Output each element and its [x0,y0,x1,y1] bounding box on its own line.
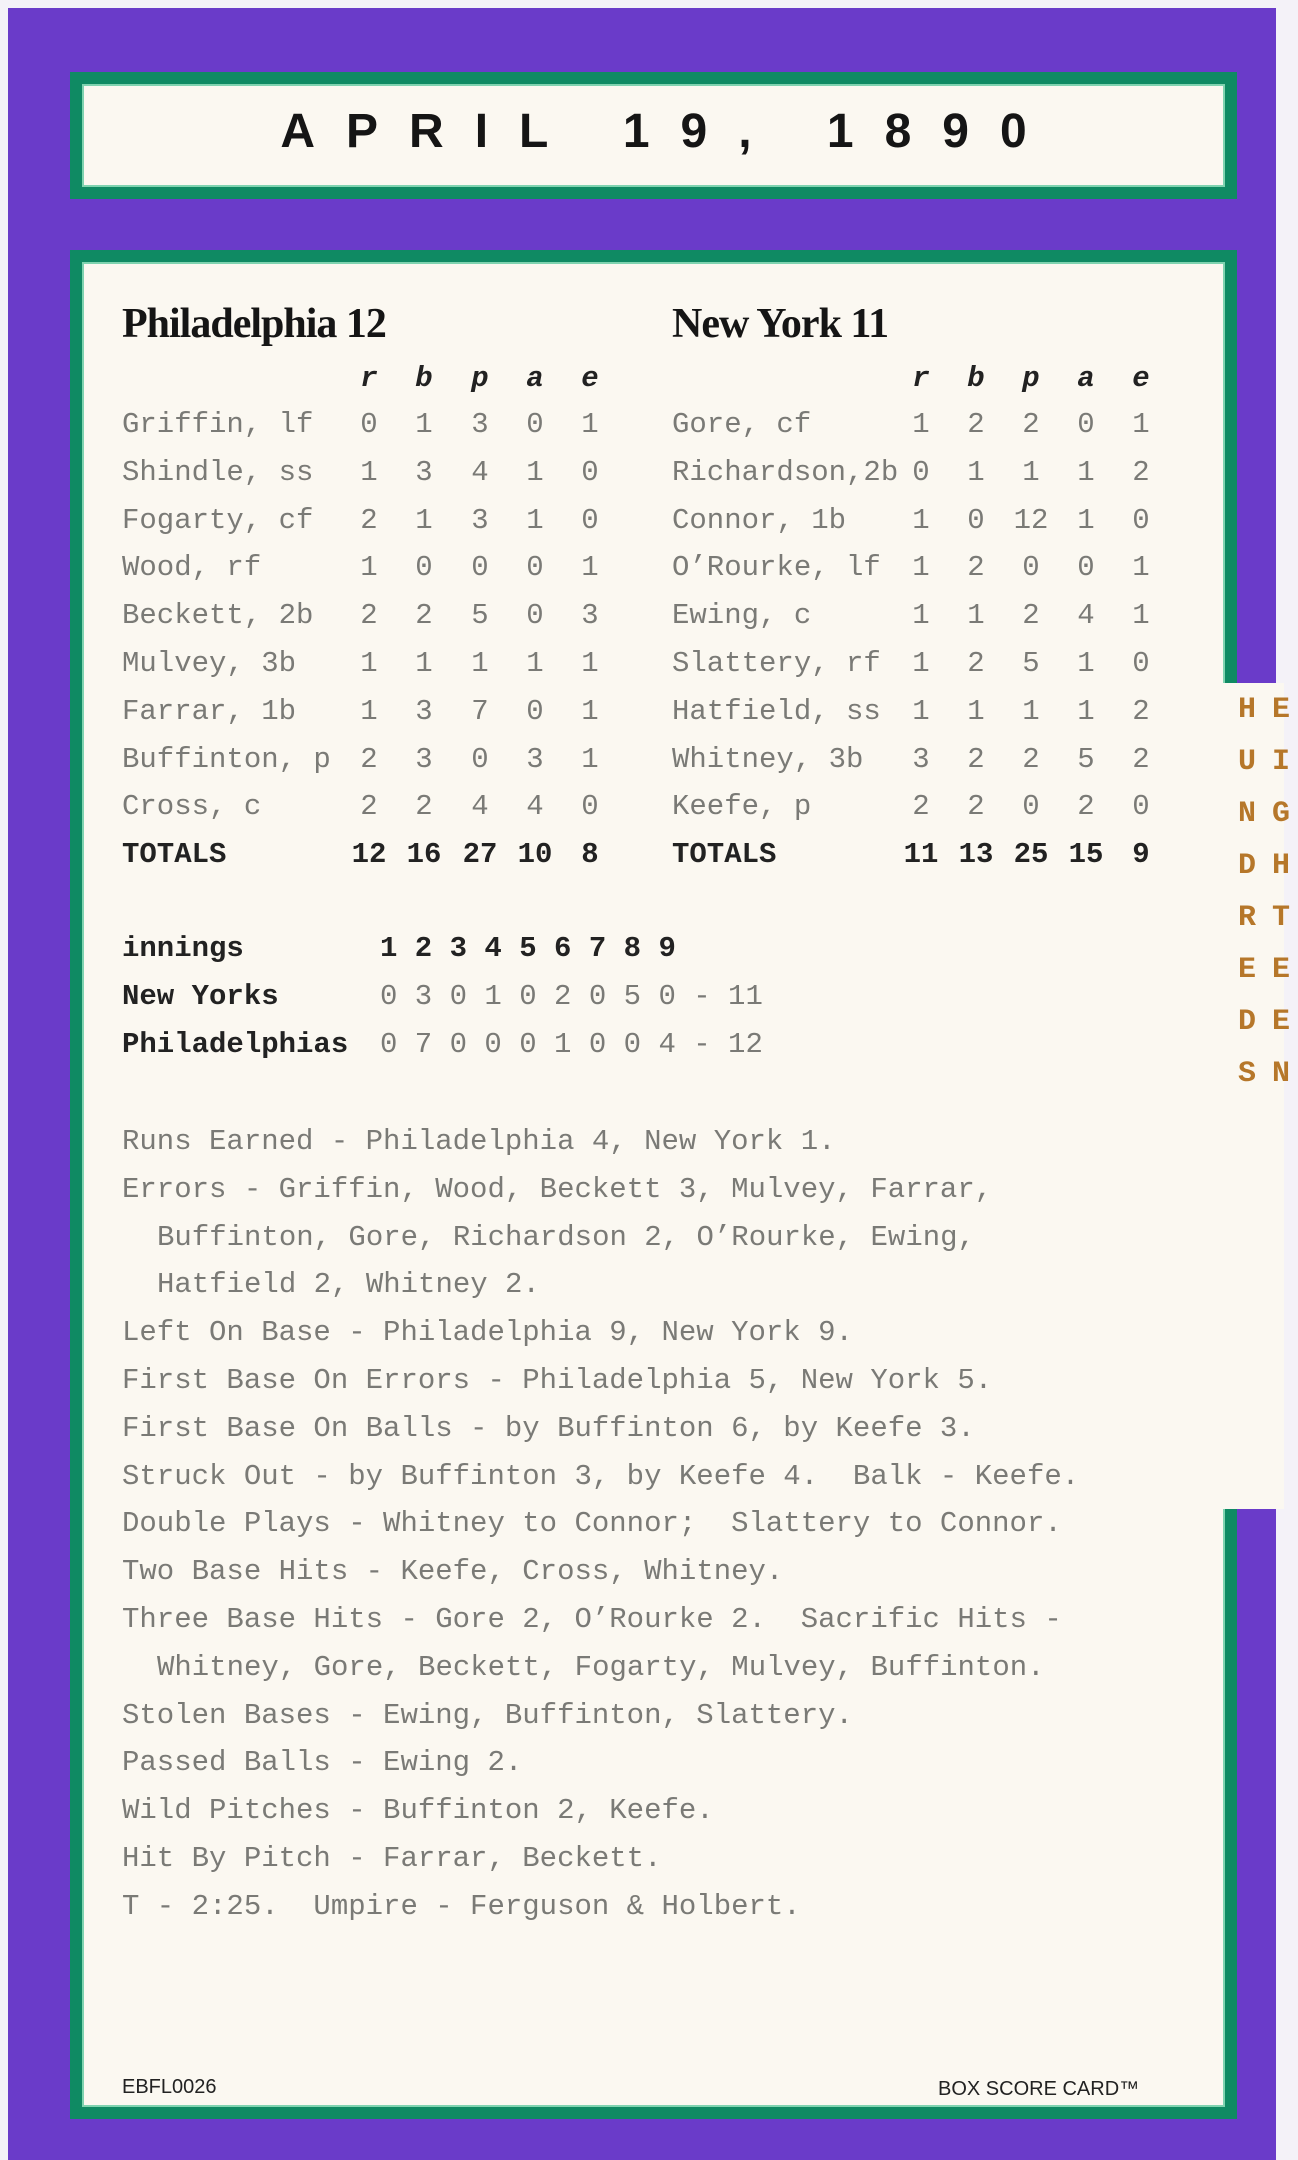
totals-stat: 15 [1068,838,1104,872]
player-stat: 0 [581,455,599,489]
player-stat: 3 [471,408,489,441]
player-stat: 2 [1077,790,1095,824]
player-name: Connor, 1b [672,503,847,537]
player-stat: 0 [581,790,599,824]
player-stat: 5 [1077,742,1095,776]
game-note: Stolen Bases - Ewing, Buffinton, Slattery. [122,1698,853,1732]
player-stat: 2 [1132,742,1150,776]
totals-stat: 27 [462,838,498,872]
era-label: EIGHTEEN HUNDREDS [1230,693,1298,1109]
player-stat: 3 [415,694,433,728]
game-note: Wild Pitches - Buffinton 2, Keefe. [122,1794,714,1828]
player-stat: 1 [1132,551,1150,585]
innings-line: 0 7 0 0 0 1 0 0 4 - 12 [380,1027,763,1061]
date-banner [70,72,1237,199]
player-stat: 1 [967,694,985,728]
player-stat: 2 [912,790,930,824]
player-stat: 1 [1077,503,1095,537]
totals-stat: 9 [1132,838,1150,872]
player-stat: 0 [912,455,930,489]
player-stat: 2 [360,599,378,633]
game-note: Whitney, Gore, Beckett, Fogarty, Mulvey, Buffinton. [157,1650,1045,1684]
player-name: Farrar, 1b [122,694,297,728]
player-stat: 1 [581,694,599,728]
player-stat: 3 [526,742,544,776]
team-heading: New York 11 [672,301,889,347]
stat-header-a: a [526,362,544,395]
player-stat: 4 [471,455,489,489]
player-stat: 0 [1132,503,1150,537]
player-name: Buffinton, p [122,742,331,776]
player-stat: 0 [415,551,433,585]
player-stat: 0 [471,551,489,585]
player-stat: 1 [360,455,378,489]
player-name: Mulvey, 3b [122,647,297,680]
game-note: First Base On Errors - Philadelphia 5, New York 5. [122,1364,993,1397]
game-date-title: APRIL 19, 1890 [280,105,1058,158]
player-stat: 2 [967,742,985,776]
innings-line: 0 3 0 1 0 2 0 5 0 - 11 [380,980,763,1013]
player-stat: 0 [1022,790,1040,824]
player-stat: 1 [1022,455,1040,489]
player-stat: 3 [415,742,433,776]
totals-stat: 25 [1013,838,1049,872]
player-stat: 1 [581,408,599,441]
stat-header-b: b [415,362,433,395]
player-name: Wood, rf [122,551,262,585]
player-stat: 0 [471,742,489,776]
player-stat: 3 [581,599,599,633]
player-stat: 1 [581,551,599,585]
innings-team: New Yorks [122,980,279,1013]
stat-header-e: e [581,362,599,395]
game-note: Errors - Griffin, Wood, Beckett 3, Mulvey, Farrar, [122,1172,993,1206]
player-stat: 2 [360,790,378,824]
player-stat: 1 [912,599,930,633]
player-stat: 5 [1022,647,1040,680]
player-stat: 2 [1022,408,1040,441]
player-stat: 0 [1077,551,1095,585]
player-stat: 0 [1077,408,1095,441]
player-stat: 0 [526,551,544,585]
player-stat: 2 [360,742,378,776]
player-stat: 1 [360,647,378,680]
player-stat: 1 [967,599,985,633]
innings-team: Philadelphias [122,1027,349,1061]
player-name: Griffin, lf [122,408,314,441]
player-stat: 1 [415,647,433,680]
stat-header-p: p [471,362,489,395]
game-note: First Base On Balls - by Buffinton 6, by Keefe 3. [122,1411,975,1445]
game-note: T - 2:25. Umpire - Ferguson & Holbert. [122,1889,801,1923]
player-stat: 3 [415,455,433,489]
player-name: Hatfield, ss [672,694,881,728]
player-stat: 4 [471,790,489,824]
player-name: Shindle, ss [122,455,314,489]
player-stat: 12 [1013,503,1049,537]
innings-label: innings [122,932,244,965]
stat-header-r: r [360,362,378,395]
totals-stat: 13 [958,838,994,872]
player-stat: 2 [967,551,985,585]
game-note: Left On Base - Philadelphia 9, New York 9. [122,1316,853,1350]
player-stat: 2 [1022,742,1040,776]
totals-stat: 10 [517,838,553,872]
player-stat: 1 [581,742,599,776]
stat-header-a: a [1077,362,1095,395]
player-stat: 0 [581,503,599,537]
totals-label: TOTALS [672,838,777,872]
game-note: Buffinton, Gore, Richardson 2, O’Rourke, Ewing, [157,1220,975,1254]
card-code: EBFL0026 [122,2076,217,2098]
team-heading: Philadelphia 12 [122,301,386,347]
player-stat: 1 [912,408,930,441]
game-note: Passed Balls - Ewing 2. [122,1746,523,1780]
player-stat: 1 [912,551,930,585]
totals-label: TOTALS [122,838,227,872]
totals-stat: 11 [903,838,939,872]
player-stat: 2 [1132,694,1150,728]
player-stat: 1 [526,455,544,489]
player-stat: 0 [526,599,544,633]
game-note: Three Base Hits - Gore 2, O’Rourke 2. Sacrific Hits - [122,1603,1062,1636]
totals-stat: 16 [406,838,442,872]
player-stat: 0 [1132,647,1150,680]
player-stat: 1 [415,503,433,537]
player-stat: 2 [967,790,985,824]
player-stat: 1 [526,503,544,537]
stat-header-p: p [1022,362,1040,395]
stat-header-r: r [912,362,930,395]
player-stat: 2 [1022,599,1040,633]
player-stat: 1 [471,647,489,680]
player-name: Keefe, p [672,790,812,824]
player-stat: 0 [526,694,544,728]
player-stat: 1 [1077,694,1095,728]
player-stat: 1 [1022,694,1040,728]
game-note: Two Base Hits - Keefe, Cross, Whitney. [122,1555,784,1589]
player-stat: 2 [1132,455,1150,489]
player-stat: 2 [967,408,985,441]
player-stat: 2 [360,503,378,537]
player-stat: 0 [1022,551,1040,585]
player-stat: 1 [360,694,378,728]
game-note: Hatfield 2, Whitney 2. [157,1268,540,1302]
player-stat: 0 [360,408,378,441]
player-stat: 4 [1077,599,1095,633]
game-note: Struck Out - by Buffinton 3, by Keefe 4. Balk - Keefe. [122,1459,1080,1493]
player-name: Ewing, c [672,599,812,633]
stat-header-b: b [967,362,985,395]
player-name: Richardson,2b [672,455,899,489]
player-name: Slattery, rf [672,647,881,680]
player-name: Fogarty, cf [122,503,314,537]
innings-numbers: 1 2 3 4 5 6 7 8 9 [380,932,676,965]
player-stat: 2 [967,647,985,680]
player-name: Whitney, 3b [672,742,864,776]
player-stat: 2 [415,599,433,633]
player-stat: 1 [912,647,930,680]
player-stat: 7 [471,694,489,728]
game-note: Runs Earned - Philadelphia 4, New York 1. [122,1125,836,1158]
player-stat: 1 [360,551,378,585]
player-name: Gore, cf [672,408,812,441]
player-stat: 2 [415,790,433,824]
player-stat: 1 [967,455,985,489]
player-stat: 4 [526,790,544,824]
player-stat: 3 [471,503,489,537]
player-stat: 1 [912,694,930,728]
player-stat: 0 [526,408,544,441]
player-name: Cross, c [122,790,262,824]
player-stat: 1 [581,647,599,680]
totals-stat: 8 [581,838,599,872]
player-stat: 1 [1132,599,1150,633]
player-stat: 1 [1077,455,1095,489]
player-stat: 1 [1132,408,1150,441]
totals-stat: 12 [351,838,387,872]
stat-header-e: e [1132,362,1150,395]
player-stat: 1 [415,408,433,441]
player-stat: 1 [1077,647,1095,680]
brand-label: BOX SCORE CARD™ [938,2078,1140,2100]
player-stat: 5 [471,599,489,633]
player-stat: 1 [912,503,930,537]
player-stat: 3 [912,742,930,776]
era-side-tab [1220,683,1298,1509]
player-stat: 0 [1132,790,1150,824]
player-name: O’Rourke, lf [672,551,881,585]
player-stat: 1 [526,647,544,680]
player-stat: 0 [967,503,985,537]
game-note: Double Plays - Whitney to Connor; Slattery to Connor. [122,1507,1062,1541]
game-note: Hit By Pitch - Farrar, Beckett. [122,1842,662,1875]
player-name: Beckett, 2b [122,599,314,633]
